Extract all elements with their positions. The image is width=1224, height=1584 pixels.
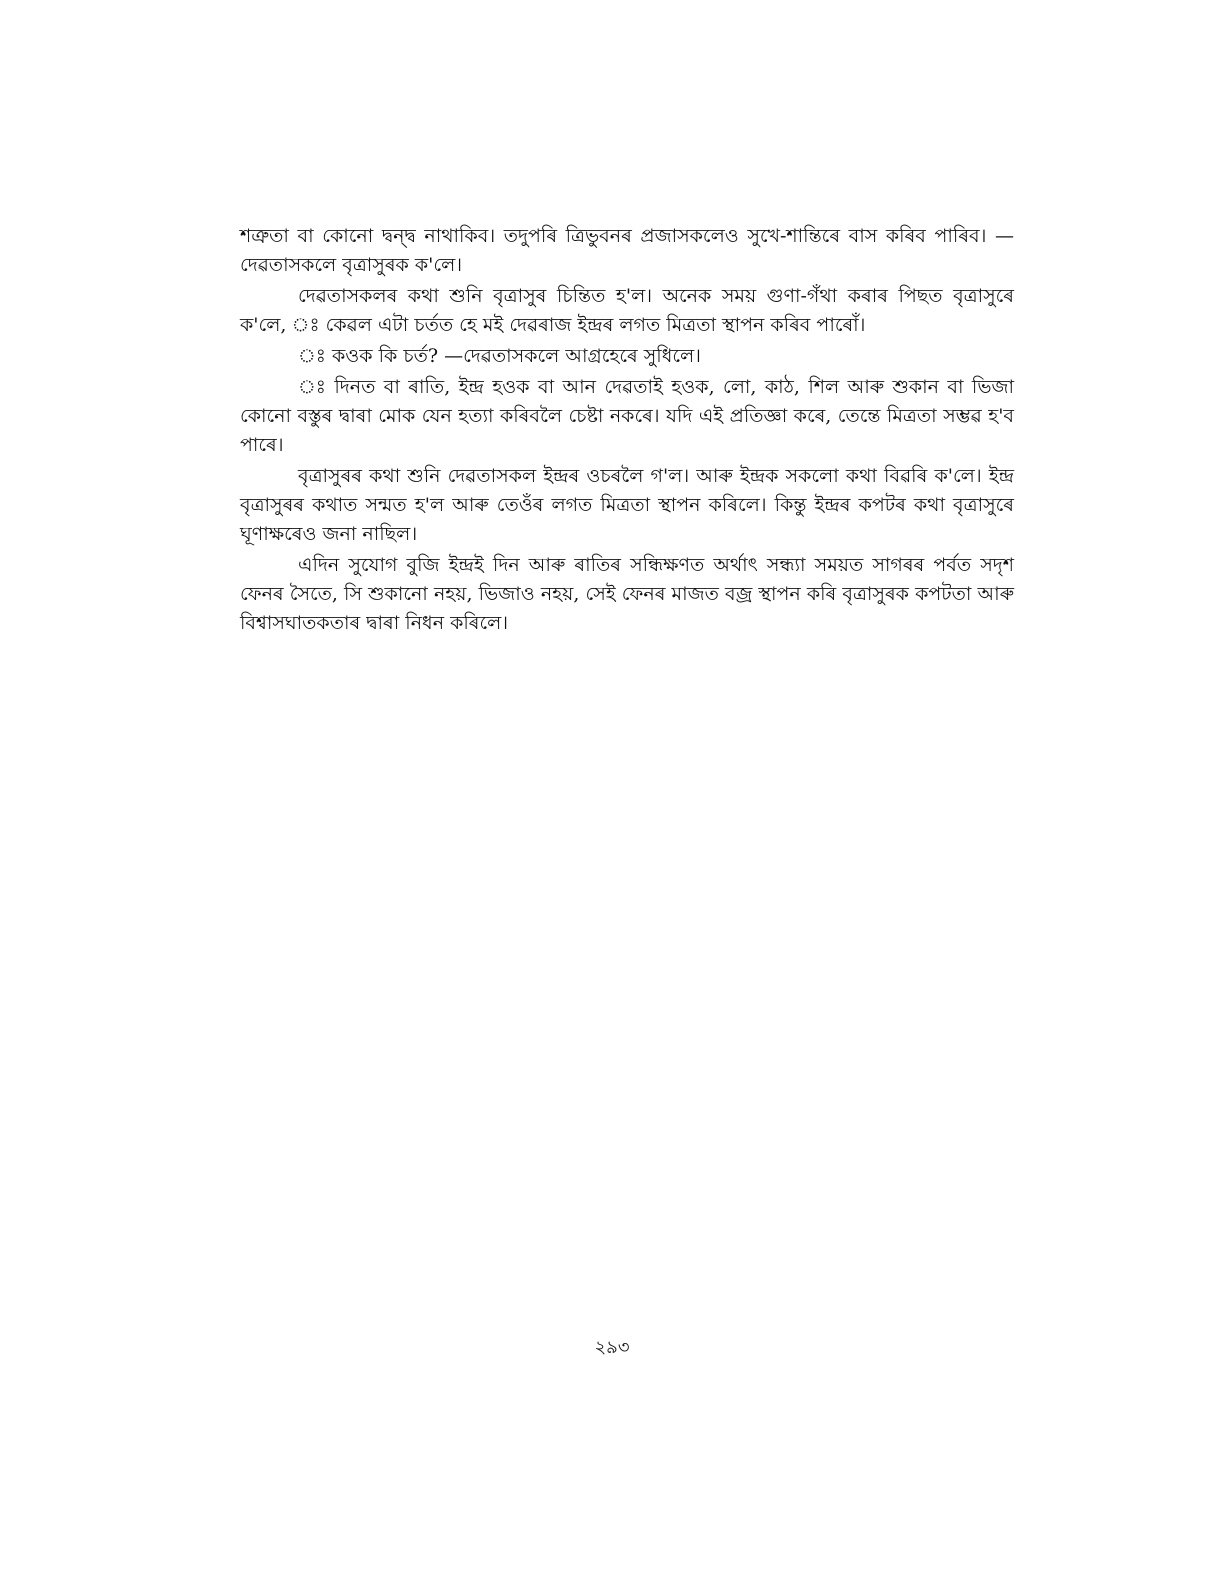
paragraph-2: দেৱতাসকলৰ কথা শুনি বৃত্ৰাসুৰ চিন্তিত হ'ল। অনেক সময় গুণা-গঁথা কৰাৰ পিছত বৃত্ৰাসুৰে ক'লে, ঃ কেৱল এটা চৰ্তত হে মই দেৱৰাজ ইন্দ্ৰৰ লগত মিত্ৰতা স্থাপন কৰিব পাৰোঁ। — [240, 285, 1014, 336]
paragraph-1: শত্ৰুতা বা কোনো দ্বন্দ্ব নাথাকিব। তদুপৰি ত্ৰিভুবনৰ প্ৰজাসকলেও সুখে-শান্তিৰে বাস কৰিব পাৰিব। — দেৱতাসকলে বৃত্ৰাসুৰক ক'লে। — [240, 225, 1014, 276]
body-text — [240, 222, 1014, 640]
paragraph-3: ঃ কওক কি চৰ্ত? —দেৱতাসকলে আগ্ৰহেৰে সুধিলে। — [298, 345, 701, 367]
paragraph-5: বৃত্ৰাসুৰৰ কথা শুনি দেৱতাসকল ইন্দ্ৰৰ ওচৰলৈ গ'ল। আৰু ইন্দ্ৰক সকলো কথা বিৱৰি ক'লে। ইন্দ্ৰ বৃত্ৰাসুৰৰ কথাত সন্মত হ'ল আৰু তেওঁৰ লগত মিত্ৰতা স্থাপন কৰিলে। কিন্তু ইন্দ্ৰৰ কপটৰ কথা বৃত্ৰাসুৰে ঘূণাক্ষৰেও জনা নাছিল। — [240, 465, 1014, 545]
paragraph-4: ঃ দিনত বা ৰাতি, ইন্দ্ৰ হওক বা আন দেৱতাই হওক, লো, কাঠ, শিল আৰু শুকান বা ভিজা কোনো বস্তুৰ দ্বাৰা মোক যেন হত্যা কৰিবলৈ চেষ্টা নকৰে। যদি এই প্ৰতিজ্ঞা কৰে, তেন্তে মিত্ৰতা সম্ভৱ হ'ব পাৰে। — [240, 376, 1014, 456]
paragraph-6: এদিন সুযোগ বুজি ইন্দ্ৰই দিন আৰু ৰাতিৰ সন্ধিক্ষণত অৰ্থাৎ সন্ধ্যা সময়ত সাগৰৰ পৰ্বত সদৃশ ফেনৰ সৈতে, সি শুকানো নহয়, ভিজাও নহয়, সেই ফেনৰ মাজত বজ্ৰ স্থাপন কৰি বৃত্ৰাসুৰক কপটতা আৰু বিশ্বাসঘাতকতাৰ দ্বাৰা নিধন কৰিলে। — [240, 554, 1014, 634]
page-number: ২৯৩ — [594, 1337, 630, 1358]
